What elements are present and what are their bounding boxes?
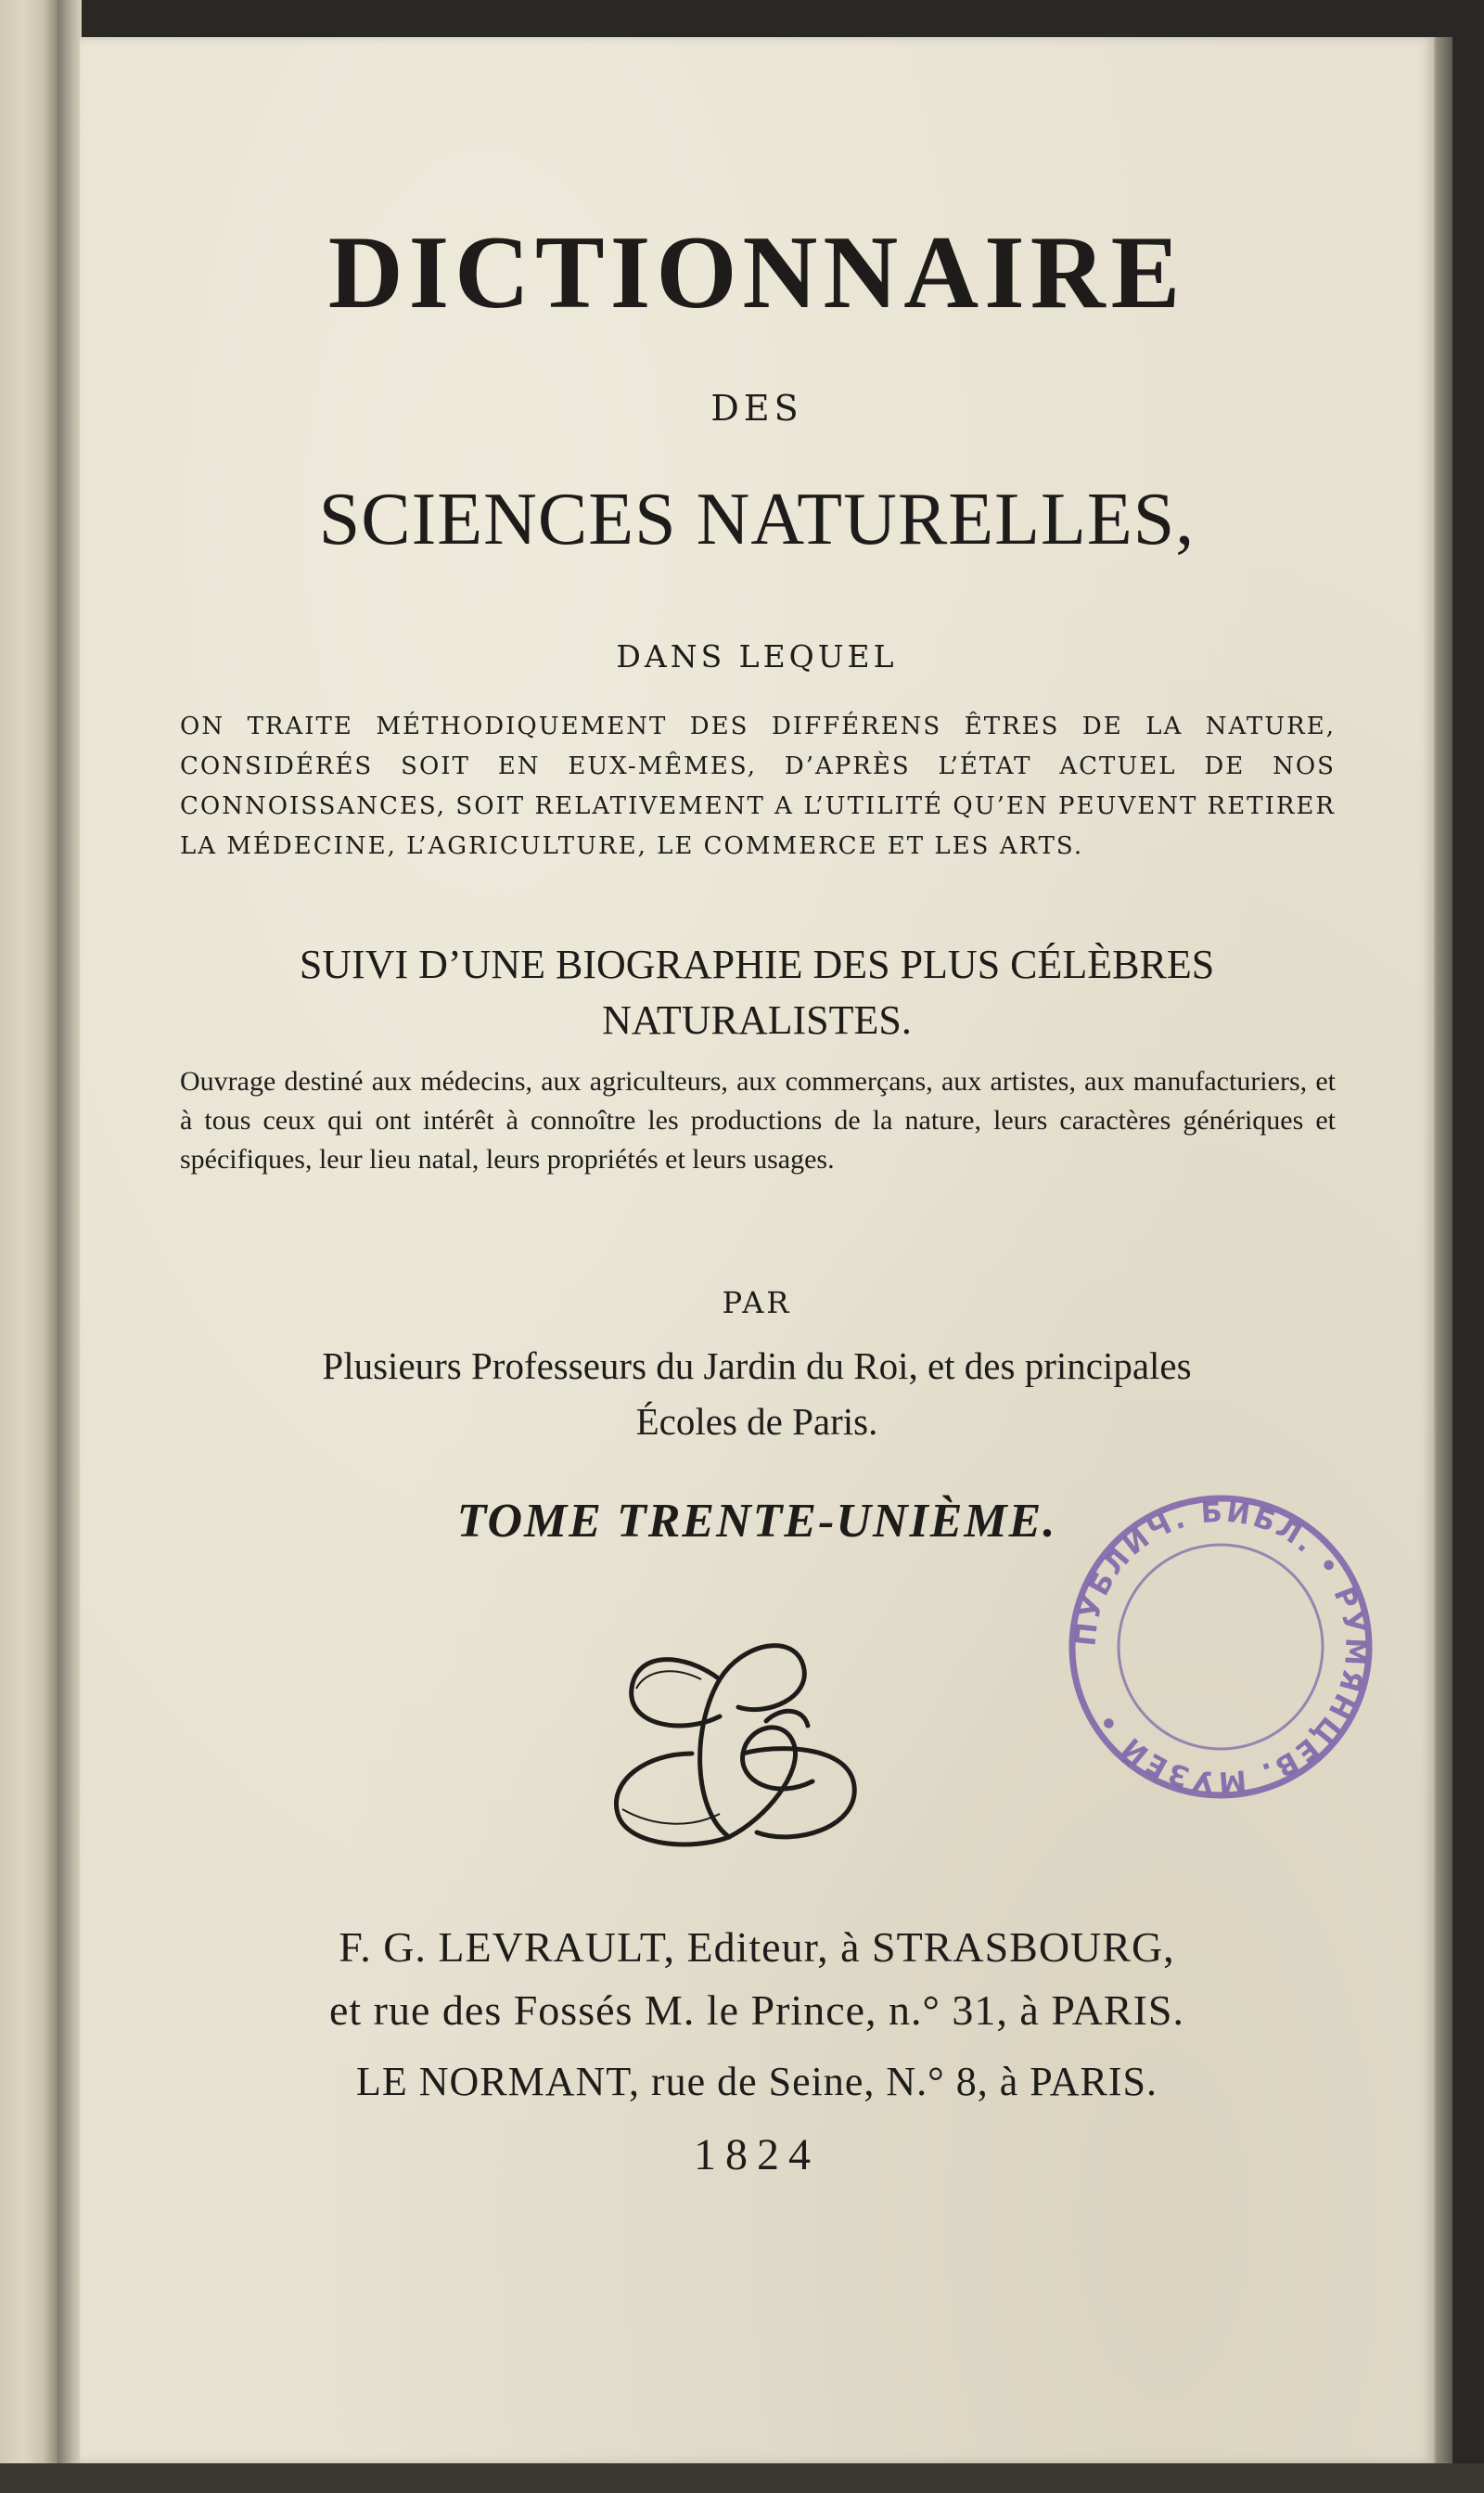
publisher-line-2: et rue des Fossés M. le Prince, n.° 31, à PARIS.: [328, 1986, 1185, 2034]
library-stamp: [1058, 1484, 1383, 1809]
des-line: DES: [710, 388, 803, 429]
previous-page-edge: [0, 0, 58, 2493]
publisher-monogram-ornament: [581, 1614, 877, 1865]
main-title: DICTIONNAIRE: [327, 215, 1186, 330]
biography-heading: [80, 937, 1434, 1048]
authors-line-1: Plusieurs Professeurs du Jardin du Roi, et des principales: [322, 1344, 1192, 1387]
volume-label: TOME TRENTE-UNIÈME.: [456, 1495, 1057, 1548]
dans-lequel: DANS LEQUEL: [616, 638, 898, 675]
second-publisher: LE NORMANT, rue de Seine, N.° 8, à PARIS.: [356, 2059, 1158, 2104]
book-gutter: [58, 0, 82, 2493]
title-page: [80, 37, 1436, 2463]
scan-bottom-border: [0, 2463, 1484, 2493]
stamp-text: ПУБЛИЧ. БИБЛ. • РУМЯНЦЕВ. МУЗЕЙ •: [1069, 1496, 1372, 1798]
title-page-content: [80, 37, 1434, 2463]
par-line: PAR: [722, 1285, 792, 1320]
publisher-line-1: F. G. LEVRAULT, Editeur, à STRASBOURG,: [339, 1923, 1175, 1971]
subtitle: SCIENCES NATURELLES,: [318, 479, 1196, 560]
publisher: [80, 1916, 1434, 2042]
audience-paragraph: Ouvrage destiné aux médecins, aux agriculteurs, aux commerçans, aux artistes, aux manufacturiers, et à tous ceux qui ont intérêt à connoître les productions de la nature, leurs caractères génériques et spécifiques, leur lieu natal, leurs propriétés et leurs usages.: [180, 1066, 1336, 1175]
authors-line-2: Écoles de Paris.: [635, 1400, 878, 1443]
page-stack-edge: [1434, 37, 1452, 2463]
biography-heading-line-1: SUIVI D’UNE BIOGRAPHIE DES PLUS CÉLÈBRES: [299, 942, 1215, 987]
description-paragraph: ON TRAITE MÉTHODIQUEMENT DES DIFFÉRENS ÊTRES DE LA NATURE, CONSIDÉRÉS SOIT EN EUX-MÊMES, D’APRÈS L’ÉTAT ACTUEL DE NOS CONNOISSANCES, SOIT RELATIVEMENT A L’UTILITÉ QU’EN PEUVENT RETIRER LA MÉDECINE, L’AGRICULTURE, LE COMMERCE ET LES ARTS.: [180, 713, 1336, 860]
authors: [80, 1338, 1434, 1449]
publication-year: 1824: [694, 2130, 820, 2179]
biography-heading-line-2: NATURALISTES.: [602, 997, 912, 1043]
